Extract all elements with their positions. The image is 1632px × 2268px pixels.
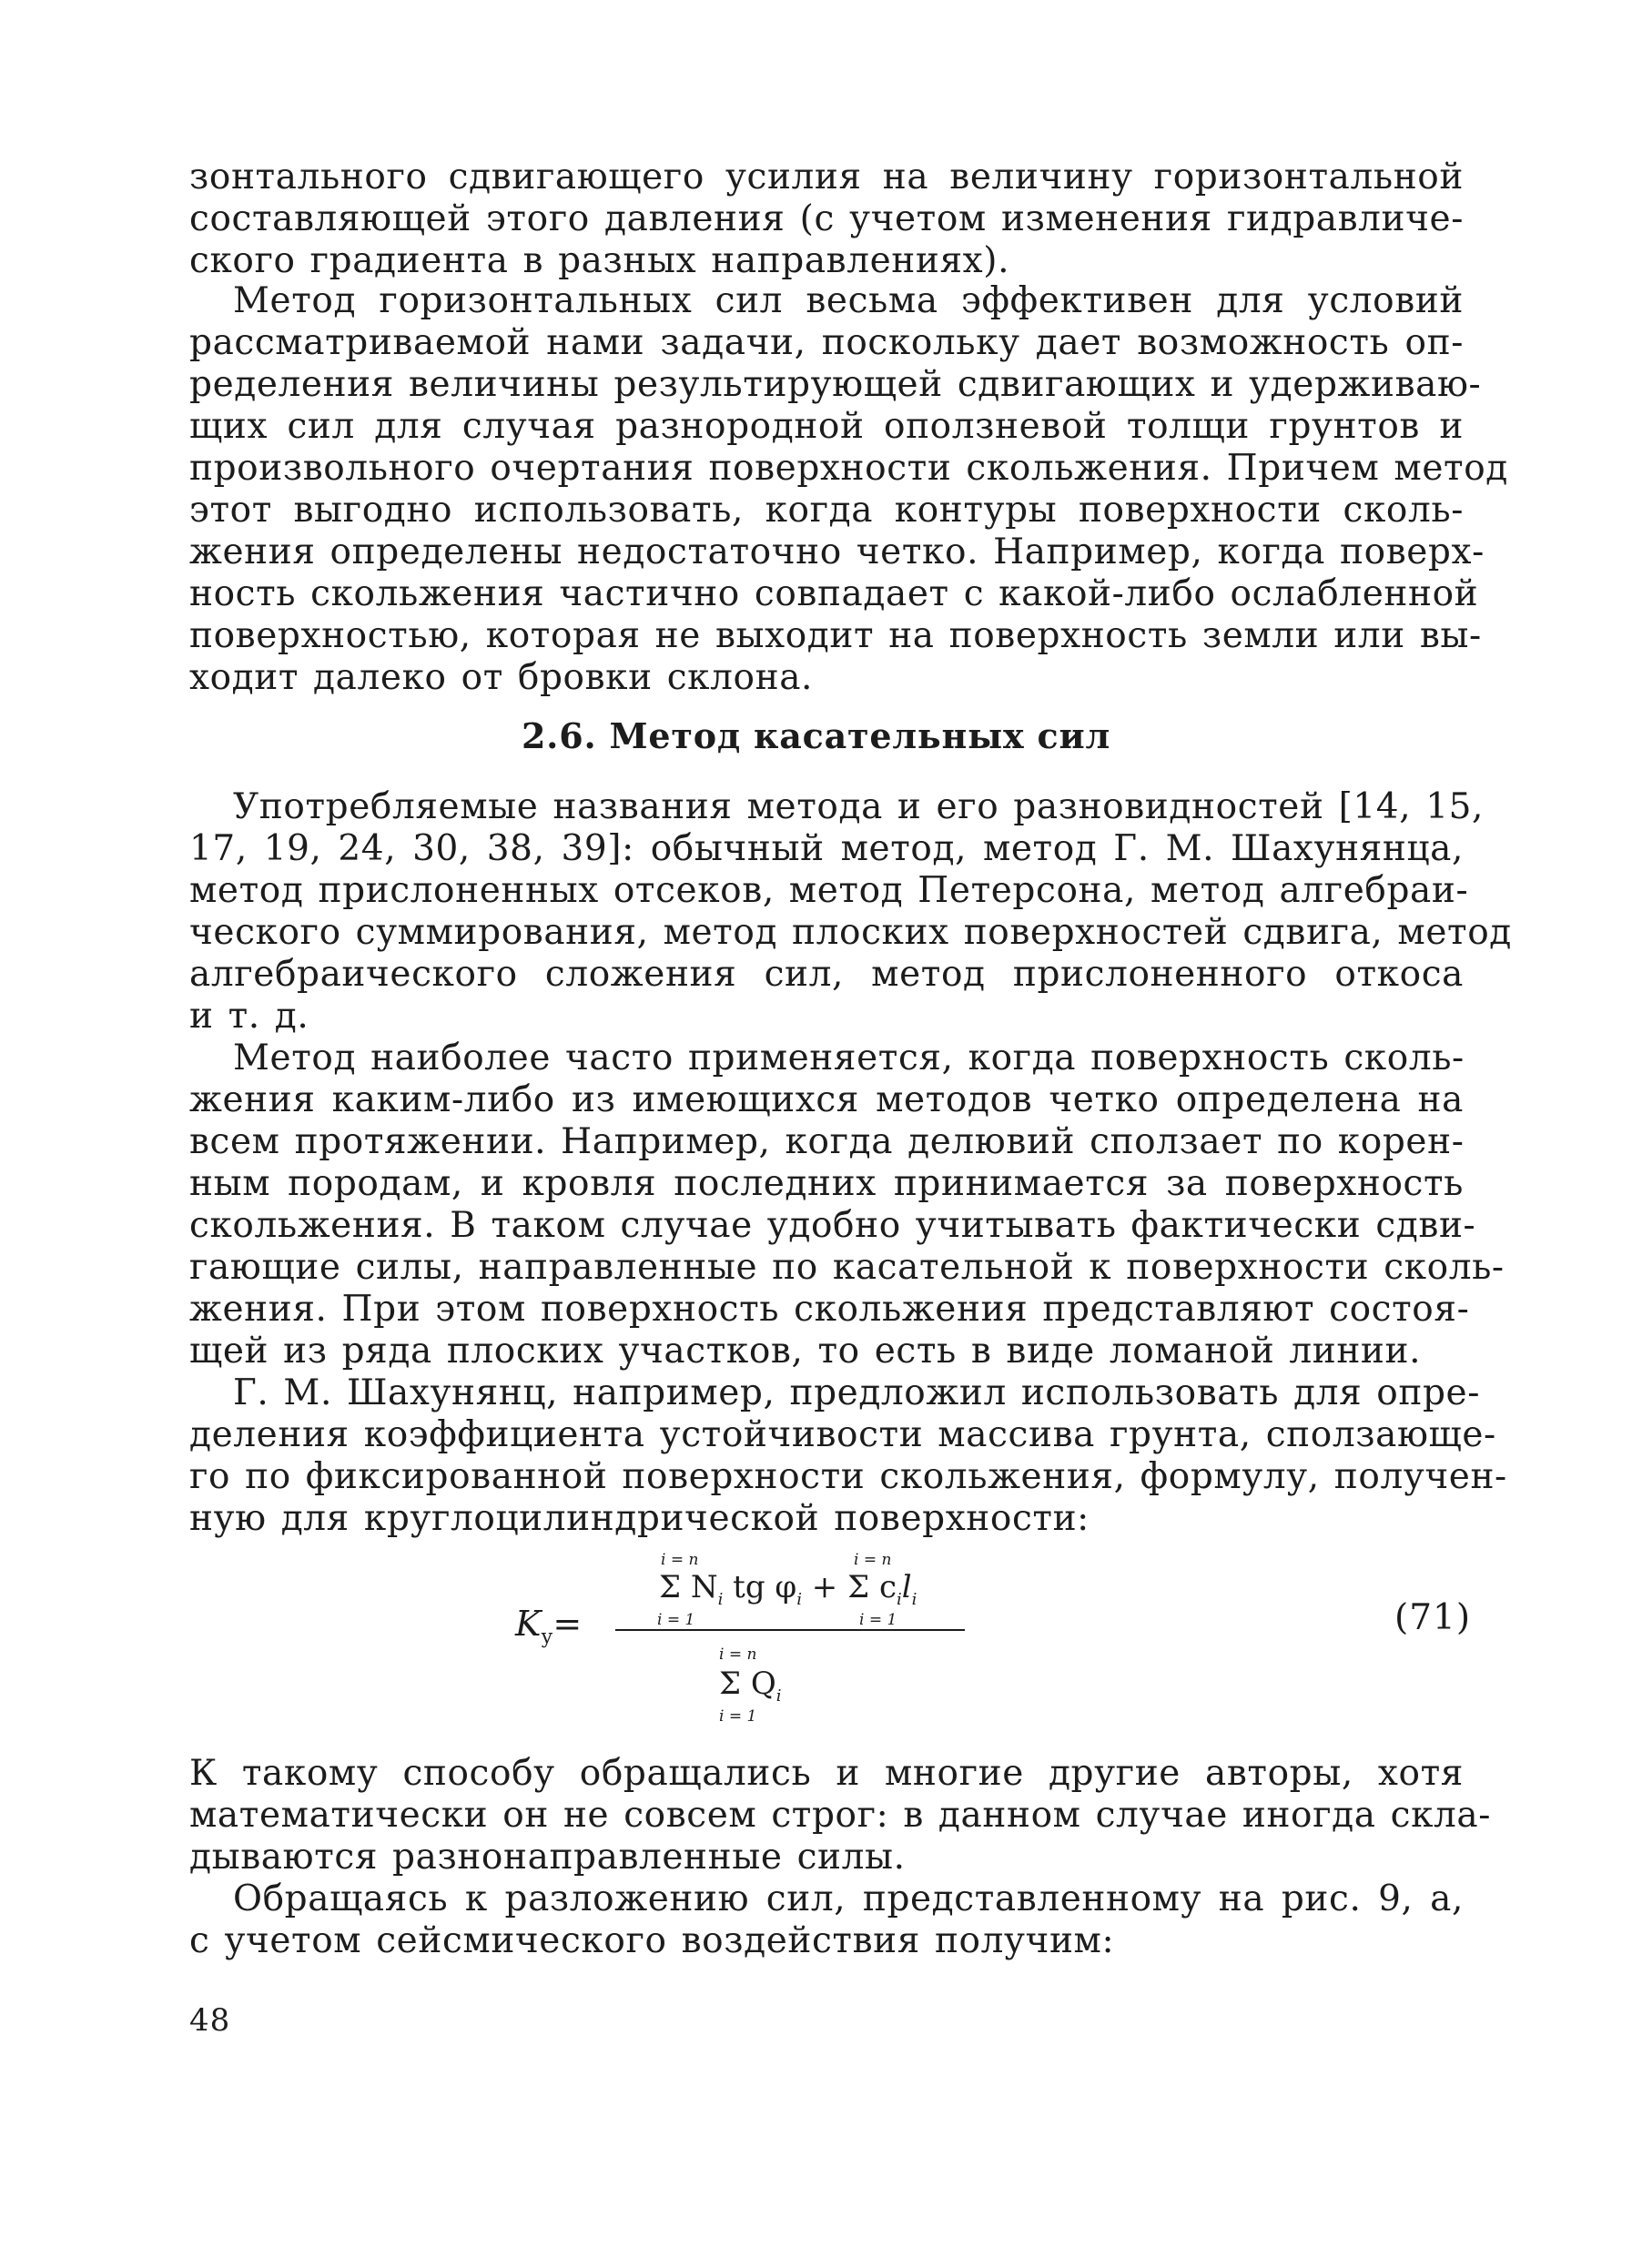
sum-upper-limit: i = n [661,1551,699,1569]
text-line: ность скольжения частично совпадает с какой-либо ослабленной [189,573,1479,614]
text-line: жения каким-либо из имеющихся методов четко определена на [189,1079,1464,1120]
text-line: ходит далеко от бровки склона. [189,657,814,698]
text-line: Метод горизонтальных сил весьма эффективен для условий [233,280,1464,321]
fraction-bar [615,1629,965,1631]
section-heading: 2.6. Метод касательных сил [521,715,1111,756]
sum-lower-limit: i = 1 [657,1611,695,1629]
paragraph-3 [189,786,1512,1038]
text-line: произвольного очертания поверхности скольжения. Причем метод [189,448,1508,489]
text-line: К такому способу обращались и многие другие авторы, хотя [189,1753,1464,1794]
text-line: Г. М. Шахунянц, например, предложил использовать для опре- [233,1372,1480,1413]
text-line: 17, 19, 24, 30, 38, 39]: обычный метод, метод Г. М. Шахунянца, [189,828,1464,869]
text-line: гающие силы, направленные по касательной к поверхности сколь- [189,1247,1505,1288]
text-line: ную для круглоцилиндрической поверхности: [189,1498,1090,1539]
text-line: жения. При этом поверхность скольжения представляют состоя- [189,1289,1470,1330]
paragraph-6 [189,1753,1492,1878]
text-line: Обращаясь к разложению сил, представленному на рис. 9, а, [233,1878,1464,1919]
text-line: щей из ряда плоских участков, то есть в виде ломаной линии. [189,1331,1422,1372]
text-line: ческого суммирования, метод плоских поверхностей сдвига, метод [189,912,1512,953]
text-line: зонтального сдвигающего усилия на величину горизонтальной [189,157,1464,197]
text-line: деления коэффициента устойчивости массива грунта, сползающе- [189,1414,1496,1455]
sum-lower-limit: i = 1 [859,1611,897,1629]
text-line: поверхностью, которая не выходит на поверхность земли или вы- [189,615,1482,656]
paragraph-4 [189,1038,1505,1372]
text-line: го по фиксированной поверхности скольжения, формулу, получен- [189,1456,1507,1497]
text-line: математически он не совсем строг: в данном случае иногда скла- [189,1795,1492,1836]
sum-upper-limit: i = n [719,1645,757,1664]
text-line: щих сил для случая разнородной оползневой толщи грунтов и [189,406,1464,447]
sum-upper-limit: i = n [854,1551,892,1569]
paragraph-2 [189,280,1508,699]
equation-number: (71) [1394,1597,1472,1638]
text-line: ределения величины результирующей сдвигающих и удерживаю- [189,364,1482,405]
text-line: метод прислоненных отсеков, метод Петерсона, метод алгебраи- [189,870,1469,911]
text-line: составляющей этого давления (с учетом изменения гидравличе- [189,198,1464,239]
paragraph-5 [189,1372,1507,1540]
text-line: всем протяжении. Например, когда делювий сползает по корен- [189,1121,1465,1162]
text-line: ным породам, и кровля последних принимается за поверхность [189,1163,1464,1204]
text-line: жения определены недостаточно четко. Например, когда поверх- [189,532,1485,572]
sum-lower-limit: i = 1 [719,1707,757,1726]
text-line: алгебраического сложения сил, метод прислоненного откоса [189,954,1464,995]
formula-lhs: $K_у=$ [515,1604,583,1649]
text-line: ского градиента в разных направлениях). [189,240,1010,281]
text-line: Употребляемые названия метода и его разновидностей [14, 15, [233,786,1485,827]
paragraph-1 [189,157,1464,282]
text-line: с учетом сейсмического воздействия получим: [189,1920,1115,1961]
paragraph-7 [189,1878,1464,1962]
page-number: 48 [189,2002,231,2039]
text-line: этот выгодно использовать, когда контуры поверхности сколь- [189,490,1464,531]
text-line: рассматриваемой нами задачи, поскольку дает возможность оп- [189,322,1464,363]
text-line: дываются разнонаправленные силы. [189,1837,906,1878]
text-line: скольжения. В таком случае удобно учитывать фактически сдви- [189,1205,1476,1246]
numerator-term-sum-n: Σ $N_i$ tg $\varphi_i + \Sigma$ $c_il_i$ [659,1569,917,1609]
text-line: Метод наиболее часто применяется, когда поверхность сколь- [233,1038,1465,1078]
denominator-term: Σ $Q_i$ [719,1666,782,1706]
text-line: и т. д. [189,996,309,1037]
